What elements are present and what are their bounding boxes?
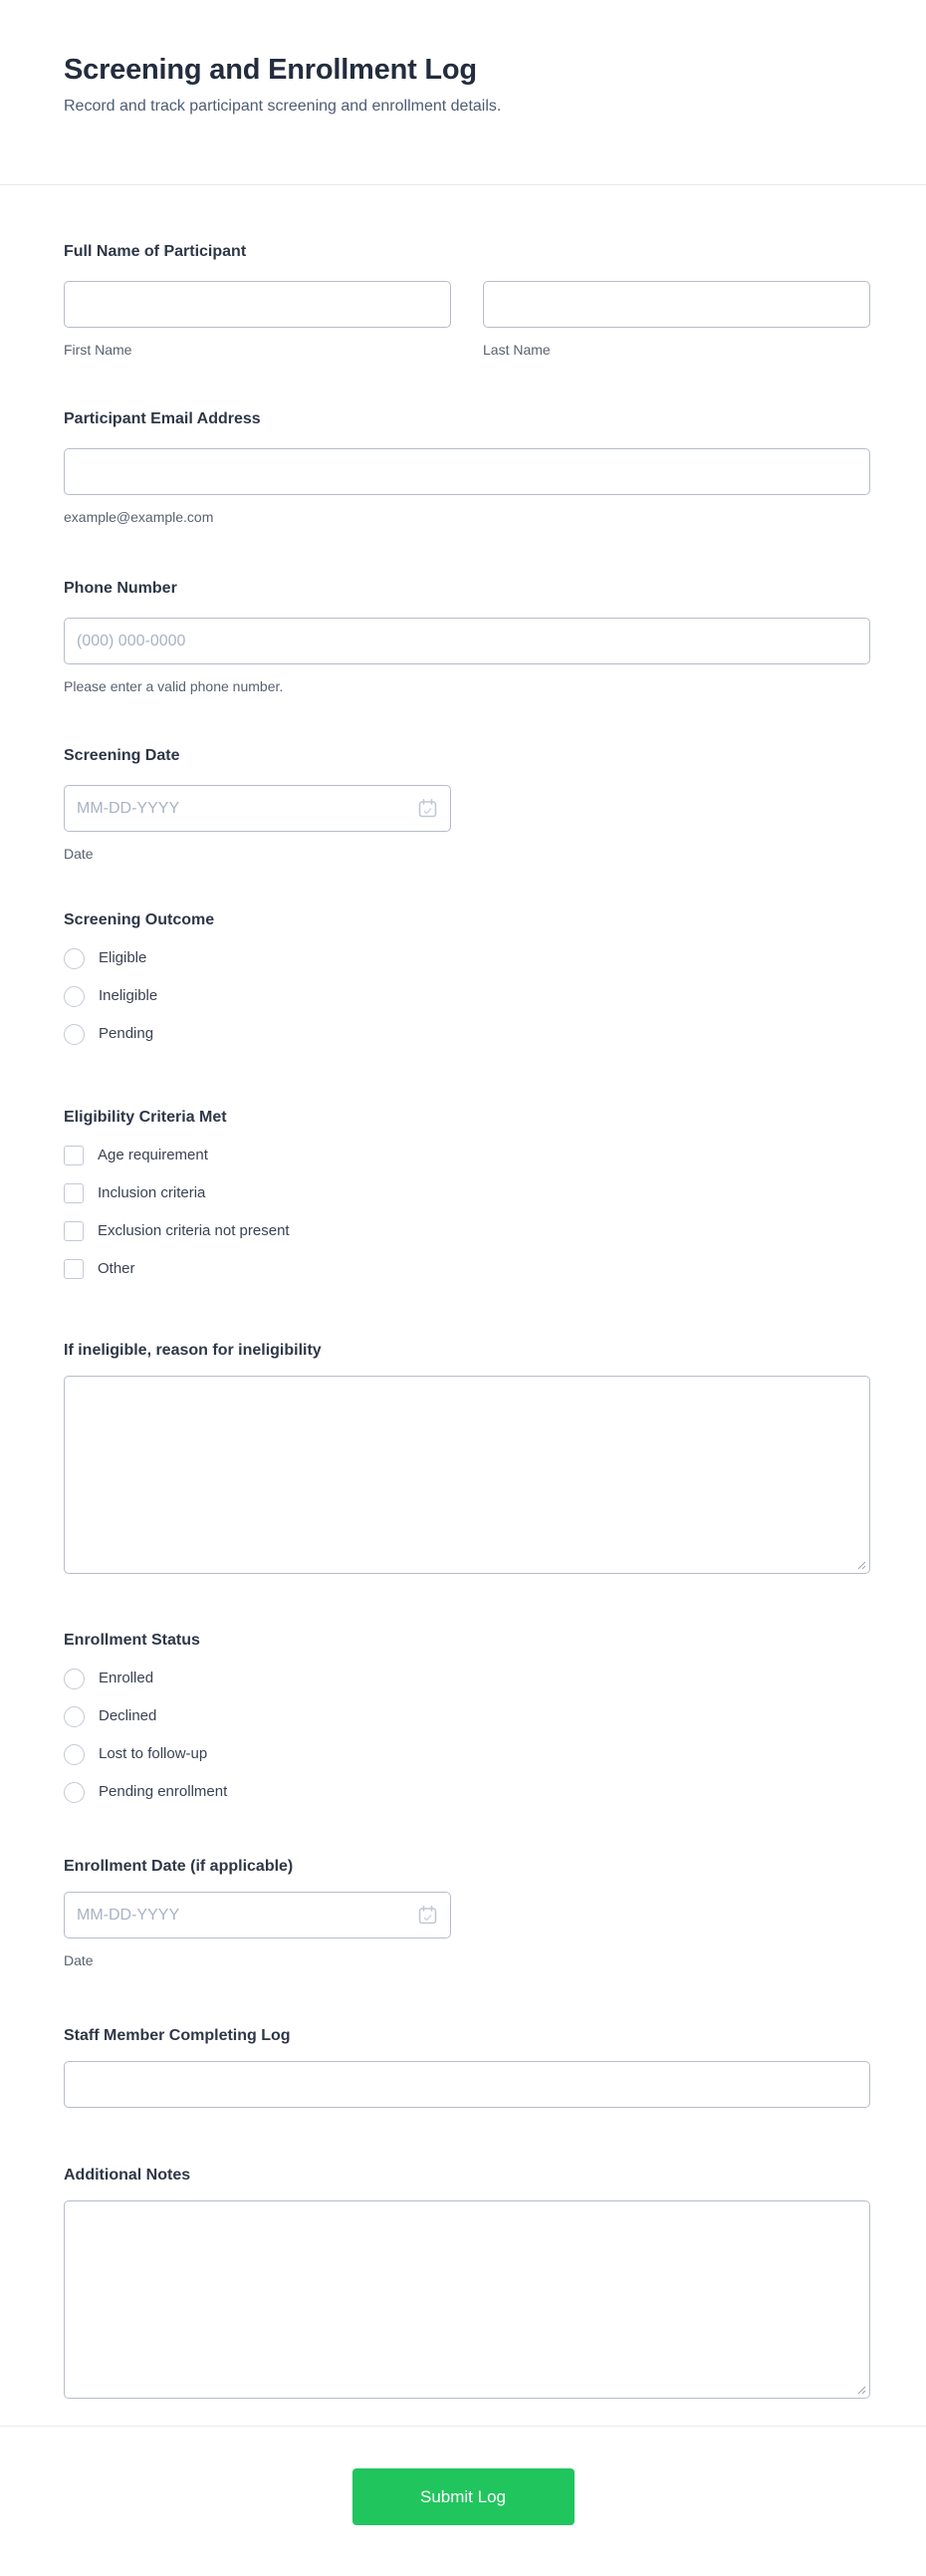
radio-row-declined[interactable] bbox=[64, 1705, 870, 1727]
radio-label-lost-follow-up: Lost to follow-up bbox=[99, 1745, 208, 1762]
radio-label-eligible: Eligible bbox=[99, 949, 147, 966]
email-label: Participant Email Address bbox=[64, 410, 261, 427]
ineligibility-reason-label: If ineligible, reason for ineligibility bbox=[64, 1342, 322, 1359]
form-header bbox=[0, 0, 926, 185]
page-title: Screening and Enrollment Log bbox=[64, 54, 477, 86]
checkbox-age-requirement[interactable] bbox=[64, 1146, 84, 1165]
checkbox-row-age-requirement[interactable] bbox=[64, 1145, 870, 1166]
email-input[interactable] bbox=[64, 448, 870, 495]
radio-label-declined: Declined bbox=[99, 1707, 157, 1724]
last-name-input[interactable] bbox=[483, 281, 870, 328]
screening-outcome-label: Screening Outcome bbox=[64, 911, 215, 928]
staff-member-label: Staff Member Completing Log bbox=[64, 2027, 291, 2044]
first-name-sublabel: First Name bbox=[64, 342, 132, 358]
checkbox-label-inclusion-criteria: Inclusion criteria bbox=[98, 1184, 206, 1201]
field-full-name bbox=[64, 241, 870, 359]
checkbox-inclusion-criteria[interactable] bbox=[64, 1183, 84, 1203]
checkbox-label-age-requirement: Age requirement bbox=[98, 1147, 208, 1163]
field-phone bbox=[64, 578, 870, 695]
field-ineligibility-reason bbox=[64, 1340, 870, 1574]
checkbox-label-other: Other bbox=[98, 1260, 135, 1277]
screening-date-input[interactable] bbox=[64, 785, 451, 832]
last-name-sublabel: Last Name bbox=[483, 342, 551, 358]
radio-row-eligible[interactable] bbox=[64, 947, 870, 969]
checkbox-row-exclusion-criteria[interactable] bbox=[64, 1220, 870, 1242]
radio-label-enrolled: Enrolled bbox=[99, 1670, 154, 1686]
checkbox-other[interactable] bbox=[64, 1259, 84, 1279]
field-eligibility-criteria bbox=[64, 1107, 870, 1280]
radio-row-pending[interactable] bbox=[64, 1023, 870, 1045]
screening-date-label: Screening Date bbox=[64, 747, 180, 764]
field-email bbox=[64, 408, 870, 526]
first-name-input[interactable] bbox=[64, 281, 451, 328]
submit-button[interactable]: Submit Log bbox=[352, 2468, 575, 2525]
staff-member-input[interactable] bbox=[64, 2061, 870, 2108]
screening-date-sublabel: Date bbox=[64, 846, 94, 862]
radio-row-ineligible[interactable] bbox=[64, 985, 870, 1007]
page-subtitle: Record and track participant screening and enrollment details. bbox=[64, 98, 502, 115]
field-screening-outcome bbox=[64, 909, 870, 1045]
field-screening-date bbox=[64, 745, 870, 863]
radio-row-enrolled[interactable] bbox=[64, 1668, 870, 1689]
radio-pending-enrollment[interactable] bbox=[64, 1782, 85, 1803]
phone-sublabel: Please enter a valid phone number. bbox=[64, 678, 284, 694]
enrollment-date-sublabel: Date bbox=[64, 1952, 94, 1968]
radio-label-ineligible: Ineligible bbox=[99, 987, 158, 1004]
full-name-label: Full Name of Participant bbox=[64, 243, 247, 260]
enrollment-date-label: Enrollment Date (if applicable) bbox=[64, 1858, 294, 1875]
radio-row-lost-follow-up[interactable] bbox=[64, 1743, 870, 1765]
form-footer bbox=[0, 2426, 926, 2576]
enrollment-status-label: Enrollment Status bbox=[64, 1632, 200, 1649]
radio-label-pending: Pending bbox=[99, 1025, 154, 1042]
form-body bbox=[0, 185, 926, 2399]
field-enrollment-date bbox=[64, 1856, 870, 1969]
field-enrollment-status bbox=[64, 1630, 870, 1803]
additional-notes-label: Additional Notes bbox=[64, 2167, 191, 2184]
checkbox-exclusion-criteria[interactable] bbox=[64, 1221, 84, 1241]
additional-notes-textarea[interactable] bbox=[64, 2200, 870, 2399]
email-sublabel: example@example.com bbox=[64, 509, 214, 525]
field-staff-member bbox=[64, 2025, 870, 2108]
checkbox-row-inclusion-criteria[interactable] bbox=[64, 1182, 870, 1204]
radio-label-pending-enrollment: Pending enrollment bbox=[99, 1783, 228, 1800]
enrollment-date-input[interactable] bbox=[64, 1892, 451, 1938]
radio-ineligible[interactable] bbox=[64, 986, 85, 1007]
radio-row-pending-enrollment[interactable] bbox=[64, 1781, 870, 1803]
radio-lost-follow-up[interactable] bbox=[64, 1744, 85, 1765]
checkbox-row-other[interactable] bbox=[64, 1258, 870, 1280]
checkbox-label-exclusion-criteria: Exclusion criteria not present bbox=[98, 1222, 290, 1239]
radio-enrolled[interactable] bbox=[64, 1669, 85, 1689]
radio-declined[interactable] bbox=[64, 1706, 85, 1727]
radio-eligible[interactable] bbox=[64, 948, 85, 969]
phone-input[interactable] bbox=[64, 618, 870, 664]
phone-label: Phone Number bbox=[64, 580, 177, 597]
field-additional-notes bbox=[64, 2165, 870, 2399]
eligibility-criteria-label: Eligibility Criteria Met bbox=[64, 1109, 227, 1126]
radio-pending[interactable] bbox=[64, 1024, 85, 1045]
ineligibility-reason-textarea[interactable] bbox=[64, 1376, 870, 1574]
